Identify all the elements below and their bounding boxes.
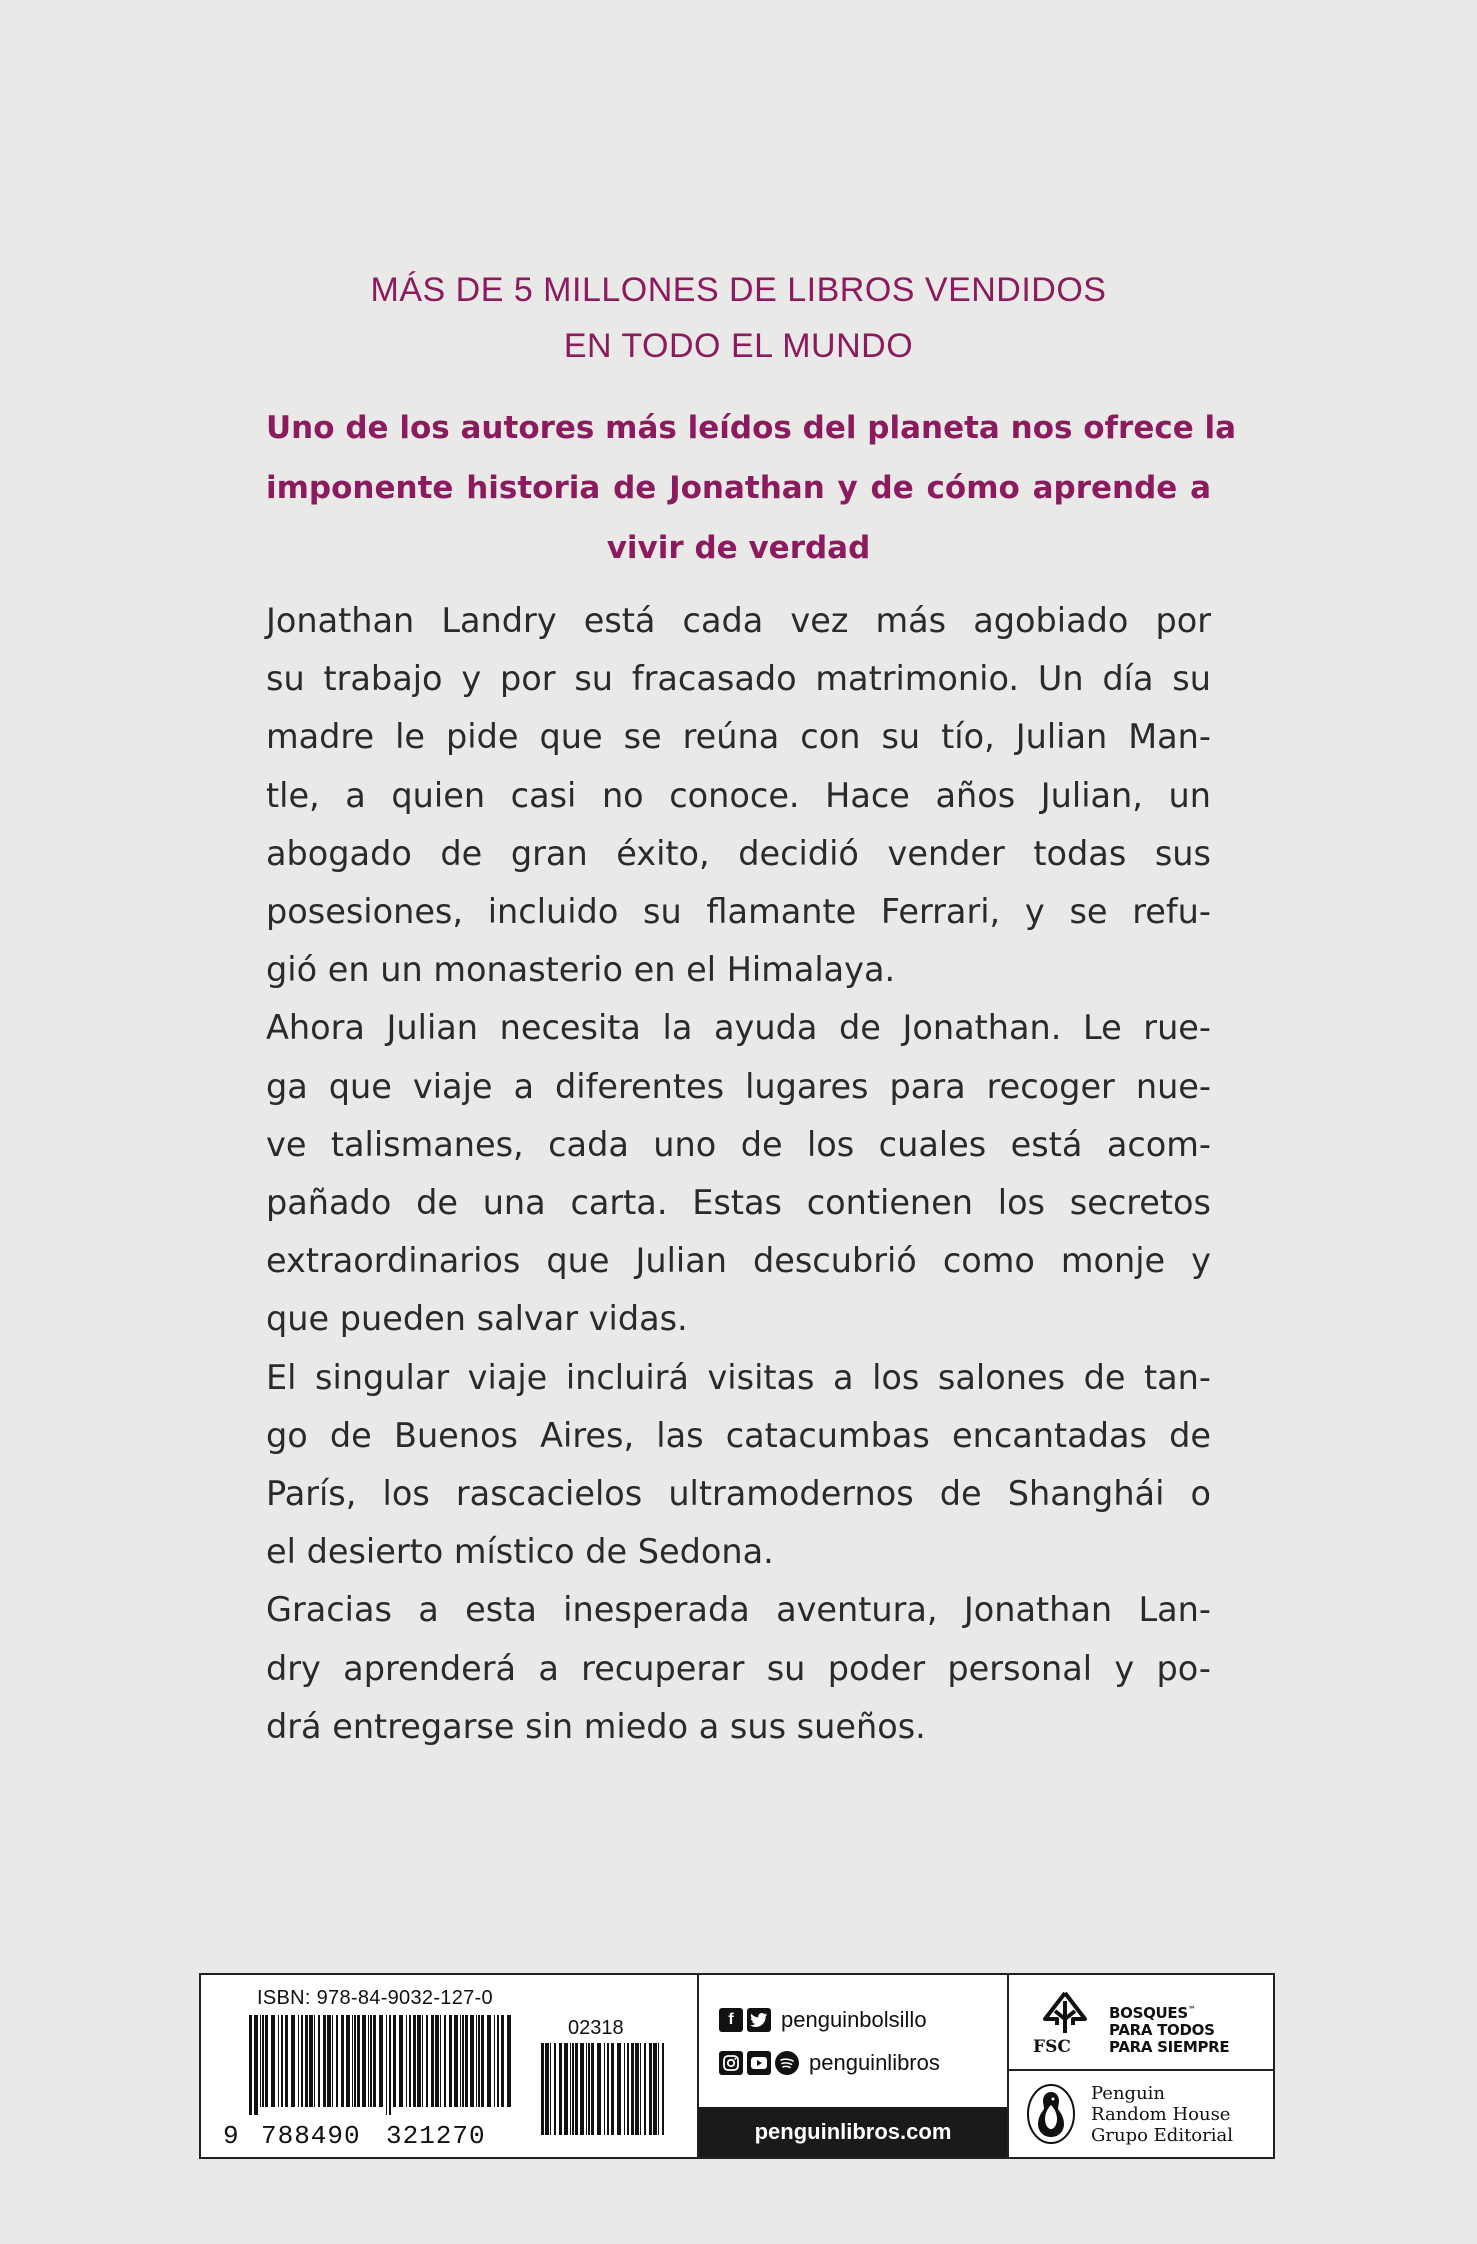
barcode-bar	[354, 2015, 356, 2107]
barcode-bar	[454, 2015, 458, 2107]
synopsis-line: ga que viaje a diferentes lugares para recoger nue-	[266, 1066, 1211, 1106]
barcode-bar	[487, 2015, 491, 2107]
barcode-bar	[327, 2015, 331, 2107]
brands-panel	[1007, 1975, 1273, 2157]
barcode-bar	[413, 2015, 416, 2107]
barcode-panel	[199, 1973, 1275, 2159]
barcode-bar	[476, 2015, 477, 2107]
publisher-line-2: Random House	[1091, 2104, 1231, 2125]
barcode-bar	[368, 2015, 369, 2107]
barcode-bar	[265, 2015, 268, 2107]
synopsis-line: París, los rascacielos ultramodernos de Shanghái o	[266, 1474, 1211, 1514]
barcode-bar	[478, 2015, 480, 2107]
barcode-bar	[572, 2043, 574, 2135]
instagram-icon	[719, 2051, 743, 2075]
bosques-line-1: BOSQUES	[1109, 2004, 1188, 2022]
barcode-bar	[352, 2015, 353, 2107]
barcode-bar	[305, 2015, 308, 2107]
barcode-bar	[301, 2015, 303, 2107]
synopsis-line: drá entregarse sin miedo a sus sueños.	[266, 1706, 926, 1746]
synopsis-line: Ahora Julian necesita la ayuda de Jonathan. Le rue-	[266, 1008, 1211, 1048]
barcode-bar	[278, 2015, 279, 2107]
synopsis-line: dry aprenderá a recuperar su poder personal y po-	[266, 1648, 1211, 1688]
barcode-bar	[597, 2043, 601, 2135]
synopsis-line: posesiones, incluido su flamante Ferrari, y se refu-	[266, 892, 1211, 932]
lead-paragraph	[266, 398, 1237, 578]
isbn-label: ISBN: 978-84-9032-127-0	[257, 1987, 493, 2009]
bosques-line-3: PARA SIEMPRE	[1109, 2038, 1230, 2056]
synopsis-line: Jonathan Landry está cada vez más agobiado por	[266, 601, 1211, 640]
barcode-bar	[470, 2015, 474, 2107]
barcode-digits-group-2: 321270	[386, 2121, 486, 2151]
barcode-bar	[501, 2015, 504, 2107]
barcode-addon-bars	[541, 2043, 669, 2143]
barcode-bar	[631, 2043, 634, 2135]
synopsis	[266, 592, 1211, 1756]
barcode-bar	[554, 2043, 556, 2135]
barcode-bar	[336, 2015, 338, 2107]
synopsis-line: madre le pide que se reúna con su tío, Julian Man-	[266, 717, 1211, 757]
fsc-label: FSC	[1033, 2037, 1071, 2057]
barcode-bar	[649, 2043, 652, 2135]
barcode-bar	[262, 2015, 264, 2107]
barcode-bar	[409, 2015, 411, 2107]
barcode-bar	[426, 2015, 428, 2107]
bosques-slogan	[1109, 2001, 1229, 2056]
barcode-bar	[604, 2043, 605, 2135]
barcode-bar	[318, 2015, 320, 2107]
barcode-bar	[591, 2043, 594, 2135]
barcode-bar	[627, 2043, 629, 2135]
barcode-bar	[422, 2015, 423, 2107]
lead-line-2: imponente historia de Jonathan y de cómo aprende a	[266, 470, 1211, 506]
barcode-bar	[550, 2043, 551, 2135]
barcode-bar	[440, 2015, 441, 2107]
barcode-bar	[444, 2015, 446, 2107]
barcode-bar	[460, 2015, 461, 2107]
barcode-bar	[559, 2043, 562, 2135]
barcode-bar	[393, 2015, 396, 2107]
barcode-bar	[644, 2043, 646, 2135]
barcode-bar	[254, 2015, 258, 2115]
barcode-bar	[462, 2015, 464, 2107]
synopsis-line: gió en un monasterio en el Himalaya.	[266, 950, 896, 990]
barcode-bar	[357, 2015, 360, 2107]
bosques-line-2: PARA TODOS	[1109, 2021, 1215, 2039]
synopsis-line: extraordinarios que Julian descubrió como monje y	[266, 1241, 1211, 1281]
synopsis-line: tle, a quien casi no conoce. Hace años Julian, un	[266, 775, 1211, 815]
barcode-area	[201, 1975, 697, 2157]
youtube-icon	[747, 2051, 771, 2075]
barcode-bar	[417, 2015, 421, 2107]
barcode-bar	[580, 2043, 584, 2135]
barcode-bar	[323, 2015, 326, 2107]
barcode-bar	[607, 2043, 609, 2135]
barcode-bar	[465, 2015, 468, 2107]
publisher-name	[1091, 2083, 1233, 2146]
facebook-icon: f	[719, 2008, 743, 2032]
barcode-bar	[291, 2015, 295, 2107]
barcode-bar	[346, 2015, 350, 2107]
synopsis-line: que pueden salvar vidas.	[266, 1299, 688, 1339]
social-row-2	[719, 2050, 940, 2076]
barcode-bar	[249, 2015, 252, 2115]
penguin-logo-icon	[1025, 2083, 1077, 2145]
bosques-trademark: ™	[1187, 2005, 1196, 2014]
barcode-bar	[624, 2043, 625, 2135]
headline	[200, 262, 1277, 374]
barcode-bar	[379, 2015, 383, 2107]
barcode-bar	[431, 2015, 434, 2107]
barcode-bar	[260, 2015, 261, 2107]
spotify-icon	[775, 2051, 799, 2075]
handle-penguinlibros[interactable]: penguinlibros	[809, 2050, 940, 2075]
barcode-bar	[271, 2015, 275, 2107]
barcode-bar	[507, 2015, 511, 2107]
barcode-digit-first: 9	[223, 2121, 239, 2151]
publisher-line-3: Grupo Editorial	[1091, 2125, 1233, 2146]
fsc-tree-icon	[1037, 1989, 1093, 2035]
synopsis-line: El singular viaje incluirá visitas a los salones de tan-	[266, 1357, 1211, 1397]
barcode-bar	[662, 2043, 664, 2135]
barcode-bar	[611, 2043, 614, 2135]
barcode-bar	[389, 2015, 391, 2115]
barcode-bar	[653, 2043, 657, 2135]
barcode-bar	[658, 2043, 659, 2135]
handle-penguinbolsillo[interactable]: penguinbolsillo	[781, 2007, 927, 2032]
social-row-1	[719, 2007, 927, 2033]
barcode-bar	[298, 2015, 299, 2107]
barcode-bars	[249, 2015, 513, 2115]
barcode-bar	[617, 2043, 621, 2135]
lead-line-1: Uno de los autores más leídos del planeta nos ofrece la	[266, 410, 1237, 446]
barcode-bar	[575, 2043, 578, 2135]
synopsis-line: abogado de gran éxito, decidió vender todas sus	[266, 833, 1211, 873]
barcode-bar	[386, 2015, 387, 2115]
barcode-digits-group-1: 788490	[261, 2121, 361, 2151]
synopsis-line: go de Buenos Aires, las catacumbas encantadas de	[266, 1415, 1211, 1455]
barcode-bar	[435, 2015, 439, 2107]
headline-line-1: MÁS DE 5 MILLONES DE LIBROS VENDIDOS	[370, 271, 1107, 309]
headline-line-2: EN TODO EL MUNDO	[563, 327, 914, 365]
barcode-bar	[309, 2015, 313, 2107]
barcode-bar	[635, 2043, 639, 2135]
social-panel	[697, 1975, 1007, 2157]
barcode-bar	[640, 2043, 641, 2135]
barcode-bar	[588, 2043, 590, 2135]
synopsis-line: Gracias a esta inesperada aventura, Jonathan Lan-	[266, 1590, 1211, 1630]
addon-number: 02318	[568, 2017, 624, 2039]
barcode-bar	[406, 2015, 407, 2107]
barcode-bar	[449, 2015, 452, 2107]
barcode-bar	[399, 2015, 403, 2107]
barcode-bar	[341, 2015, 344, 2107]
publisher-line-1: Penguin	[1091, 2083, 1166, 2104]
barcode-bar	[481, 2015, 484, 2107]
fsc-box	[1009, 1975, 1273, 2071]
synopsis-line: el desierto místico de Sedona.	[266, 1532, 774, 1572]
barcode-bar	[285, 2015, 288, 2107]
synopsis-line: pañado de una carta. Estas contienen los secretos	[266, 1183, 1211, 1223]
barcode-bar	[564, 2043, 568, 2135]
barcode-bar	[497, 2015, 499, 2107]
barcode-bar	[570, 2043, 571, 2135]
barcode-bar	[545, 2043, 549, 2135]
barcode-bar	[586, 2043, 587, 2135]
barcode-bar	[281, 2015, 283, 2107]
barcode-bar	[370, 2015, 372, 2107]
barcode-bar	[494, 2015, 495, 2107]
website-link[interactable]: penguinlibros.com	[699, 2107, 1007, 2157]
barcode-bar	[373, 2015, 376, 2107]
barcode-bar	[314, 2015, 315, 2107]
twitter-icon	[747, 2008, 771, 2032]
lead-line-3: vivir de verdad	[606, 530, 871, 566]
synopsis-line: su trabajo y por su fracasado matrimonio. Un día su	[266, 659, 1211, 699]
synopsis-line: ve talismanes, cada uno de los cuales está acom-	[266, 1124, 1211, 1164]
barcode-bar	[541, 2043, 544, 2135]
barcode-bar	[332, 2015, 333, 2107]
barcode-bar	[362, 2015, 366, 2107]
